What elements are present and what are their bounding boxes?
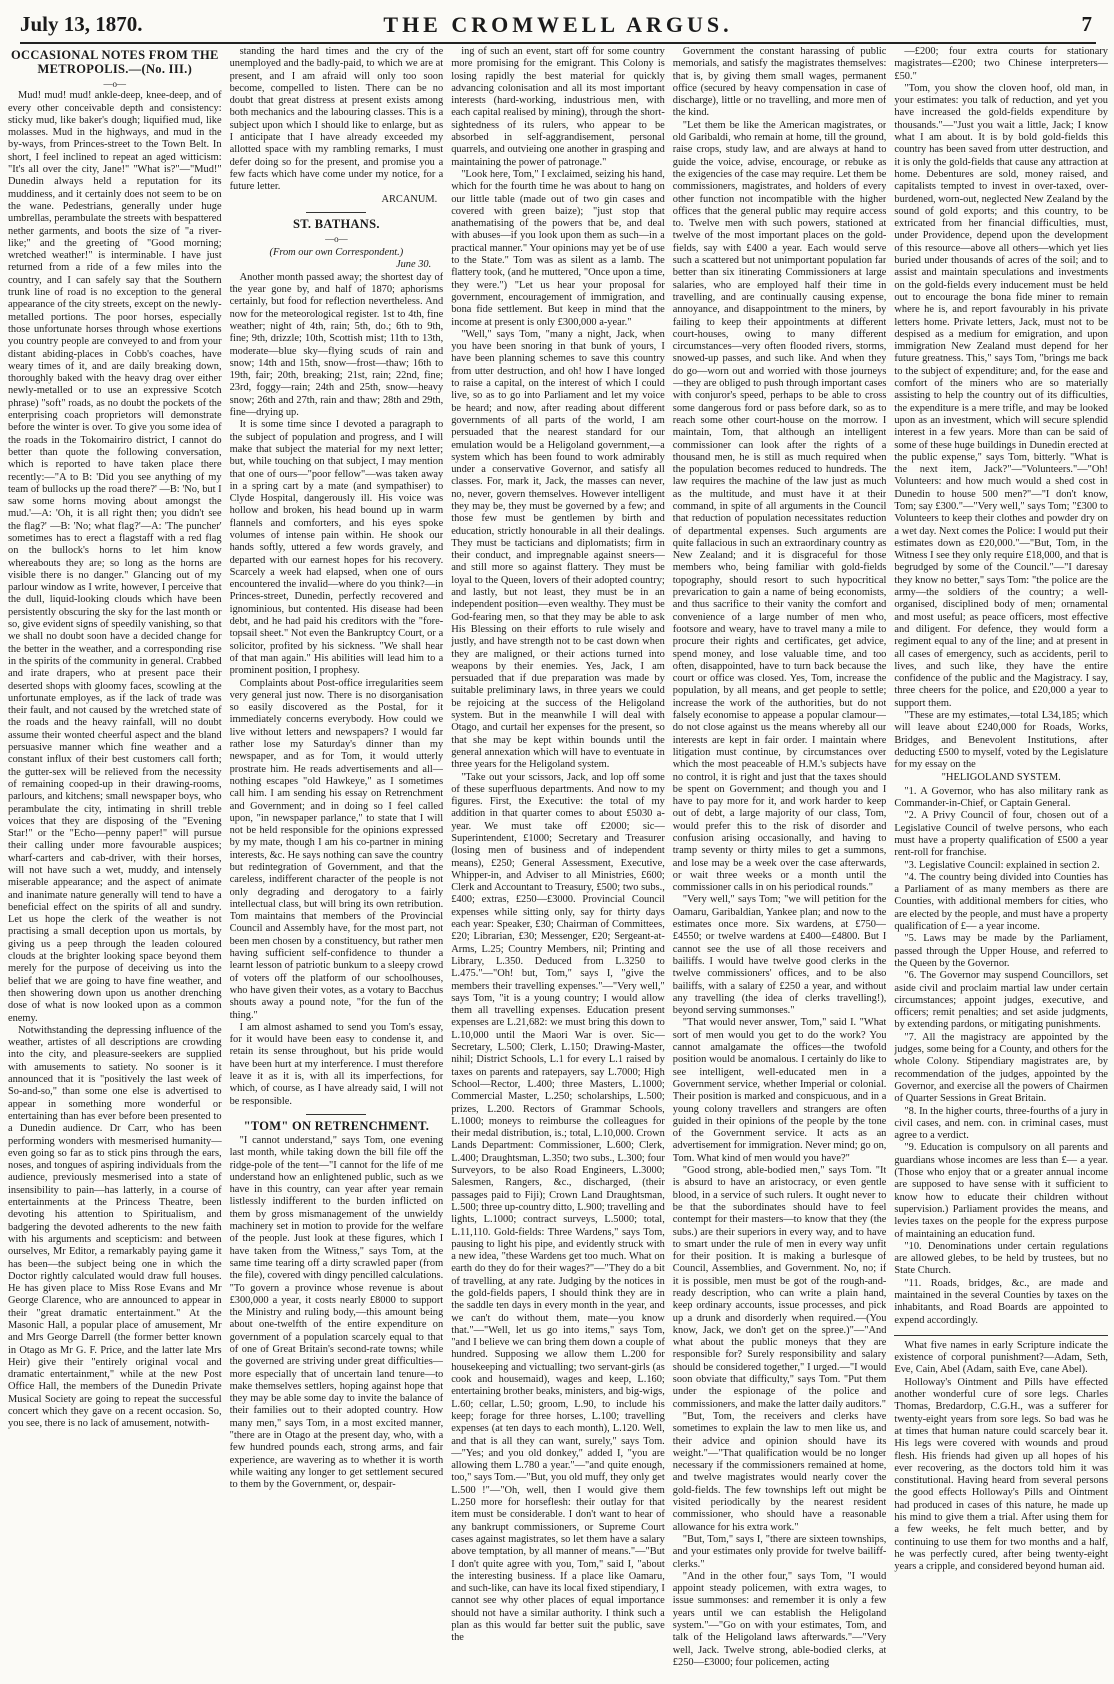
paragraph: —£200; four extra courts for stationary magistrates—£200; two Chinese interpreters—£50." [894, 46, 1108, 82]
paragraph: "Let them be like the American magistrates, or old Garibaldi, who remain at home, till the ground, raise crops, study law, and are always at hand to guide the voice, advise, encourage, or rebuke as the exigencies of the case may require. Let them be commissioners, magistrates, and holders of every other function not incompatible with the higher offices that the general public may require access to. Twelve men with such powers, stationed at twelve of the most important places on the gold-fields, say with £400 a year. Each would serve such a scattered but not unimportant population far better than six itinerating Commissioners at large salaries, who are employed half their time in travelling, and are continually causing expense, annoyance, and disappointment to the miners, by failing to keep their appointments at different court-houses, owing to many different circumstances—very often flooded rivers, storms, snowed-up passes, and such like. And when they do go—worn out and worried with those journeys—they are obliged to push through important cases with conjuror's speed, perhaps to be able to cross some dangerous ford or pass before dark, so as to reach some other court-house on the morrow. I maintain, Tom, that although an intelligent commissioner can look after the rights of a thousand men, he is still as much required when the population becomes reduced to hundreds. The law requires the machine of the law just as much as the multitude, and must have it at their command, in spite of all arguments in the Council that reduction of population necessitates reduction of departmental expenses. Such arguments are quite fallacious in such an extraordinary country as New Zealand; and it is disgraceful for those members who, being familiar with gold-fields topography, should resort to such hypocritical prevarication to gain a name of being economists, and thus sacrifice to their vanity the comfort and convenience of a large number of men who, footsore and weary, have to travel many a mile to procure their rights and certificates, get advice, spend money, and lose valuable time, and too often, disappointed, have to turn back because the court or office was closed. Yes, Tom, increase the population, by all means, and get people to settle; increase the work of the authorities, but do not falsely economise to appease a popular clamour—do not close against us the means whereby all our interests are kept in fair order. I maintain where litigation must continue, by circumstances over which the most peaceable of H.M.'s subjects have no control, it is right and just that the taxes should be spent on Government; and though you and I have to pay more for it, and work harder to keep out of debt, a large majority of our class, Tom, would prefer this to the risk of disorder and confusion arising occasionally, and having to tramp seventy or thirty miles to get a summons, and lose may be a week over the case afterwards, or wait three weeks or a month until the commissioner calls in on his periodical rounds." [672, 119, 887, 894]
column-5 [894, 46, 1108, 1680]
paragraph: standing the hard times and the cry of the unemployed and the badly-paid, to which we are at present, and I am afraid will only too soon become, compelled to listen. There can be no doubt that great distress at present exists among both mechanics and the labouring classes. This is a subject upon which I should like to enlarge, but as I anticipate that I have already exceeded my allotted space with my rambling remarks, I must defer doing so for the present, and promise you a few facts which have come under my notice, for a future letter. [229, 46, 444, 193]
paragraph: "I cannot understand," says Tom, one evening last month, while taking down the bill file off the ridge-pole of the tent—"I cannot for the life of me understand how an enlightened public, such as we have in this country, can year after year remain listlessly indifferent to the burden inflicted on them by gross mismanagement of the unwieldy machinery set in motion to provide for the welfare of the people. Just look at these figures, which I have taken from the Witness," says Tom, at the same time tearing off a dirty scrawled paper (from the file), covered with dingy pencilled calculations. "To govern a province whose revenue is about £300,000 a year, it costs nearly £8000 to support the Ministry and ruling body,—this amount being about one-twelfth of the entire expenditure on government of a population scarcely equal to that of one of Great Britain's second-rate towns; while the governed are striving under great difficulties—more especially that of uncertain land tenure—to make themselves settlers, hoping against hope that they may be able some day to invite the balance of their families out to their adopted country. How many men," says Tom, in a most excited manner, "there are in Otago at the present day, who, with a few hundred pounds each, strong arms, and fair experience, are wavering as to whether it is worth while waiting any longer to get settlement secured to them by the Government, or, despair- [229, 1134, 444, 1491]
paragraph: Government the constant harassing of public memorials, and satisfy the magistrates themselves: that is, by giving them small wages, permanent office (secured by heavy compensation in case of discharge), little or no travelling, and more men of the kind. [672, 46, 887, 119]
article-heading-retrenchment: "TOM" ON RETRENCHMENT. [243, 1118, 430, 1133]
newspaper-title: THE CROMWELL ARGUS. [383, 12, 733, 37]
paragraph: "Look here, Tom," I exclaimed, seizing his hand, which for the fourth time he was about to hang on our little table (made out of two gin cases and covered with green baize); "just stop that anathematising of the powers that be, and deal with abuses—if you look upon them as such—in a practical manner." Your opinions may yet be of use to the State." Tom was as silent as a lamb. The flattery took, (and he muttered, "Once upon a time, they were.") "Let us hear your proposal for government, encouragement of immigration, and bona fide settlement. But keep in mind that the income at present is only £300,000 a-year." [451, 168, 665, 328]
article-heading-notes: OCCASIONAL NOTES FROM THE METROPOLIS.—(No. III.) [10, 48, 219, 76]
page-number: 7 [1081, 12, 1092, 36]
paragraph: "Good strong, able-bodied men," says Tom. "It is absurd to have an aristocracy, or even gentle blood, in a service of such rulers. It ought never to be that the subordinates should have to feel contempt for their masters—to know that they (the subs.) are their superiors in every way, and to have to smart under the rule of men in every way unfit for their position. It is making a burlesque of Council, Assemblies, and Government. No, no; if it is possible, men must be got of the rough-and-ready description, who can write a plain hand, keep ordinary accounts, issue processes, and pick up a drunk and disorderly when required.—(You know, Jack, we don't get on the spree.)"—"And what about the public moneys that they are responsible for? Surely responsibility and salary should be considered together," I urged.—"I would soon obviate that difficulty," says Tom. "Put them under the espionage of the police and commissioners, and make the latter daily auditors." [672, 1165, 887, 1410]
paragraph: "Take out your scissors, Jack, and lop off some of these superfluous departments. And now to my figures. First, the Executive: the total of my addition in that quarter comes to about £5030 a-year. We must take off £2000; sic—Superintendent, £1000; Secretary and Treasurer (losing men of business and of independent means), £250; General Assessment, Executive, Whipper-in, and Adviser to all Ministries, £600; Clerk and Accountant to Treasury, £500; two subs., £400; extras, £250—£3000. Provincial Council expenses while sitting only, say for thirty days each year: Speaker, £30; Chairman of Committees, £20; Librarian, £30; Messenger, £20; Sergeant-at-Arms, L.25; Country Members, nil; Printing and Library, L.350. Deduced from L.3250 to L.475."—"Oh! but, Tom," says I, "give the members their travelling expenses."—"Very well," says Tom, "it is a young country; I would allow them all travelling expenses. Education present expenses are L.21,682: we must bring this down to L.10,000 until the Maori War is over. Sic—Secretary, L.500; Clerk, L.150; Drawing-Master, nihil; District Schools, L.1 for every L.1 raised by taxes on parents and ratepayers, say L.7000; High School—Rector, L.400; three Masters, L.1000; Commercial Master, L.250; scholarships, L.500; prizes, L.200. Rectors of Grammar Schools, L.1000; moneys to reimburse the colleagues for their medal distribution, is.; total, L.10,000. Crown Lands Department: Commissioner, L.600; Clerk, L.400; Draughtsman, L.350; two subs., L.300; four Surveyors, to be also Road Engineers, L.3000; Salesmen, Rangers, &c., discharged, (their passages paid to Fiji); Crown Land Draughtsman, L.500; three up-country ditto, L.900; travelling and lights, L.1000; contract surveys, L.5000; total, L.11,110. Gold-fields: Three Wardens," says Tom, pausing to light his pipe, and evidently struck with a new idea, "these Wardens get too much. What on earth do they do for their wages?"—"They do a bit of travelling, at any rate. Judging by the notices in the gold-fields papers, I should think they are in the saddle ten days in every month in the year, and we can't do without them, mate—you know that."—"Well, let us go into items," says Tom, "and I believe we can bring them down a couple of hundred. Supposing we allow them L.200 for housekeeping and victualling; two servant-girls (as cook and housemaid), wages and keep, L.160; entertaining brother beaks, ministers, and big-wigs, L.60; cellar, L.50; groom, L.90, to include his keep; forage for three horses, L.100; travelling expenses (at ten days to each month), L.120. Well, and that is all they can want, surely," says Tom.—"Yes; and you old donkey," added I, "you are allowing them L.780 a year."—"and quite enough, too," says Tom.—"But, you old muff, they only get L.500 !"—"Oh, well, then I would give them L.250 more for horseflesh: their outlay for that item must be considerable. I don't want to hear of any bankrupt commissioners, or Supreme Court cases against magistrates, so let them have a salary above temptation, by all manner of means."—"But I don't quite agree with you, Tom," said I, "about the interesting business. If a place like Oamaru, and such-like, can have its local fixed stipendiary, I cannot see why other places of equal importance should not have a similar authority. I think such a plan as this would far better suit the public, save the [451, 771, 665, 1644]
paragraph: "9. Education is compulsory on all parents and guardians whose incomes are less than £— a year. (Those who enjoy that or a greater annual income are supposed to have sense with it sufficient to know how to educate their children without supervision.) Parliament provides the means, and levies taxes on the people for the express purpose of maintaining an education fund. [894, 1142, 1108, 1240]
paragraph: What five names in early Scripture indicate the existence of corporal punishment?—Adam, Seth, Eve, Cain, Abel (Adam, saith Eve, cane Abel). [894, 1339, 1108, 1376]
paragraph: "2. A Privy Council of four, chosen out of a Legislative Council of twelve persons, who each must have a property qualification of £500 a year rent-roll for franchise. [894, 810, 1108, 859]
paragraph: "1. A Governor, who has also military rank as Commander-in-Chief, or Captain General. [894, 785, 1108, 810]
ornament: —o— [103, 79, 127, 89]
correspondent-line: (From our own Correspondent.) [269, 247, 404, 259]
paragraph: "Well," says Tom, "many a night, Jack, when you have been snoring in that bunk of yours, I have been planning schemes to save this country from utter destruction, and oh! how I have longed to raise a capital, on the interest of which I could live, so as to go into Parliament and let my voice be heard; and now, after reading about different governments of all parts of the world, I am persuaded that the nearest standard for our emulation would be a Heligoland government,—a system which has been found to work admirably under a conservative Governor, and satisfy all classes. For, mark it, Jack, the masses can never, no, never, govern themselves. However intelligent they may be, they must be governed by a few; and those few must be gentlemen by birth and education, strictly honourable in all their dealings. They must be tacticians and diplomatists; firm in their conduct, and impregnable against sneers—and still more so against flattery. They must be loyal to the Queen, lovers of their adopted country; and lastly, but not least, they must be in an independent position—even wealthy. They must be God-fearing men, so that they may be able to ask His Blessing on their efforts to rule wisely and justly, and have strength not to be cast down when they are maligned, or their actions turned into weapons by their enemies. Yes, Jack, I am persuaded that if due preparation was made by suitable preliminary laws, in three years we could be rejoicing at the success of the Heligoland system. But in the meanwhile I will deal with Otago, and curtail her expenses for the present, so that she may be kept within bounds until the general annexation which will have to eventuate in three years for the Heligoland system. [451, 328, 665, 771]
paragraph: Mud! mud! mud! ankle-deep, knee-deep, and of every other conceivable depth and consistency: sticky mud, like baker's dough; liquified mud, like molasses. Mud in the highways, and mud in the by-ways, from Princes-street to the Town Belt. In short, I feel inclined to repeat an aged witticism: "It's all over the city, Jane!" "What is?"—"Mud!" Dunedin always held a reputation for its muddiness, and it certainly does not seem to be on the wane. Pedestrians, generally under huge umbrellas, perambulate the streets with bespattered nether garments, and boots the size of "a river-like;" and the greeting of "Good morning; wretched weather!" is interminable. I have just returned from a ride of a few miles into the country, and I can safely say that the Southern trunk line of road is no exception to the general appearance of the city streets, except on the newly-metalled portions. The poor horses, especially those unfortunate horses through whose exertions you country people are conveyed to and from your distant abiding-places in Cobb's coaches, have weary times of it, and are daily breaking down, thoroughly baked with the heavy drag over either newly-metalled or to use an expressive Scotch phrase) "soft" roads, as no doubt the pockets of the enterprising coach proprietors will demonstrate before the winter is over. To give you some idea of the roads in the Tokomairiro district, I cannot do better than quote the following conversation, which is reported to have taken place there recently:—"A to B: 'Did you see anything of my team of bullocks up the road there?' —B: 'No, but I saw some horns moving about amongst the mud.'—A: 'Oh, it is all right then; you didn't see the flag?' —B: 'No; what flag?'—A: 'The puncher' sometimes has to erect a flagstaff with a red flag on the bullock's horns to let him know whereabouts they are; so long as the horns are visible there is no danger." Glancing out of my parlour window as I write, however, I perceive that the dull, liquid-looking clouds which have been persistently obscuring the sky for the last month or so, give evident signs of speedily vanishing, so that we shall no doubt soon have a decided change for the better in the weather, and a corresponding rise in the spirits of the community in general. Crabbed and irate drapers, who at present pace their deserted shops with gloomy faces, scowling at the unfortunate employes, as if the lack of trade was their fault, and not caused by the wretched state of the roads and the heavy rainfall, will no doubt assume their wonted cheerful aspect and the bland persuasive manner which fine weather and a constant influx of their best customers call forth; the gutter-sex will be relieved from the necessity of remaining cooped-up in their drawing-rooms, parlours, and kitchens; small newspaper boys, who perambulate the city, intimating in shrill treble voices that they are disposing of the "Evening Star!" or the "Echo—penny paper!" will pursue their calling under more favourable auspices; wharf-carters and cab-driver, with their horses, will not have such a wet, muddy, and intensely miserable appearance; and the aspect of animate and inanimate nature generally will tend to have a beneficial effect on the spirits of all and sundry. Let us hope the clerk of the weather is not practising a small deception upon us mortals, by giving us a peep through the leaden coloured clouds at the brighter looking space beyond them merely for the purpose of deceiving us into the belief that we are going to have fine weather, and then showering down upon us another drenching dose of what is now looked upon as a common enemy. [8, 90, 222, 1024]
paragraph: "5. Laws may be made by the Parliament, passed through the Upper House, and referred to the Queen by the Governor. [894, 933, 1108, 969]
dateline: June 30. [395, 259, 432, 271]
paragraph: Holloway's Ointment and Pills have effected another wonderful cure of sore legs. Charles Thomas, Bredardorp, C.G.H., was a sufferer for twenty-eight years from sore legs. So bad was he at times that human nature could scarcely bear it. His legs were covered with wounds and proud flesh. His friends had given up all hopes of his ever recovering, as the doctors told him it was constitutional. Having heard from several persons the good effects Holloway's Pills and Ointment had produced in cases of this nature, he made up his mind to give them a trial. After using them for a few weeks, he felt much better, and by continuing to use them for two months and a half, he was perfectly cured, after being twenty-eight years a cripple, and considered beyond human aid. [894, 1376, 1108, 1573]
signature: ARCANUM. [381, 193, 438, 205]
masthead [20, 8, 1096, 44]
paragraph: "Tom, you show the cloven hoof, old man, in your estimates: you talk of reduction, and yet you have increased the gold-fields expenditure by thousands."—"Just you wait a little, Jack; I know what I am about. It is by bold gold-fields this country has been saved from utter destruction, and it is only the gold-fields that cause any attraction at home. Debentures are sold, money raised, and capitalists tempted to invest in over-taxed, over-burdened, worn-out, neglected New Zealand by the sound of gold exports; and this country, to be extricated from her financial difficulties, must, under Providence, depend upon the development of this resource—above all others—which yet lies buried under thousands of acres of the soil; and to assist and maintain speculations and investments on the gold-fields every inducement must be held out to encourage the bona fide miner to remain where he is, and report favourably in his private letters home. Private letters, Jack, must not to be despised as a medium for emigration, and upon immigration New Zealand must depend for her future greatness. This," says Tom, "brings me back to the subject of expenditure; and, for the ease and comfort of the miners who are so materially assisting to help the country out of its difficulties, the expenditure is a mere trifle, and may be looked upon as an investment, which will secure splendid interest in a few years. More than can be said of some of these huge buildings in Dunedin erected at the public expense," says Tom, bitterly. "What is the next item, Jack?"—"Volunteers."—"Oh! Volunteers: and how much would a shed cost in Dunedin to house 500 men?"—"I don't know, Tom; say £300."—"Very well," says Tom; "£300 to Volunteers to keep their clothes and powder dry on a wet day. Next comes the Police: I would put their estimates down as £20,000."—"But, Tom, in the Witness I see they only require £18,000, and that is begrudged by some of the Council."—"I daresay they know no better," says Tom: "the police are the army—the soldiers of the country; a well-organised, disciplined body of men; ornamental and most useful; as peace officers, most effective and diligent. For defence, they would form a regiment equal to any of the line; and at present in all cases of emergency, such as accidents, peril to lives, and such like, they have the entire confidence of the public and the Magistracy. I say, three cheers for the police, and £20,000 a year to support them. [894, 82, 1108, 709]
paragraph: "7. All the magistracy are appointed by the judges, some being for a County, and others for the whole Colony. Stipendiary magistrates are, by recommendation of the judges, appointed by the Governor, and exercise all the powers of Chairmen of Quarter Sessions in Great Britain. [894, 1031, 1108, 1105]
paragraph: Another month passed away; the shortest day of the year gone by, and half of 1870; aphorisms certainly, but food for reflection nevertheless. And now for the meteorological register. 1st to 4th, fine weather; night of 4th, rain; 5th, do.; 6th to 9th, fine; 9th, drizzle; 10th, Scottish mist; 11th to 13th, moderate—blue sky—flying scuds of rain and snow; 14th and 15th, snow—frost—thaw; 16th to 19th, fair; 20th, breaking; 21st, rain; 22nd, fine; 23rd, foggy—rain; 24th and 25th, snow—heavy snow; 26th and 27th, rain and thaw; 28th and 29th, fine—drying up. [229, 271, 444, 419]
paragraph: "But, Tom," says I, "there are sixteen townships, and your estimates only provide for twelve bailiff-clerks." [672, 1533, 887, 1570]
paragraph: It is some time since I devoted a paragraph to the subject of population and progress, and I will make that subject the material for my next letter; but, while touching on that subject, I may mention that one of ours—"poor fellow"—was taken away in a spring cart by a mate (and sympathiser) to Clyde Hospital, dangerously ill. His voice was hollow and broken, his head bound up in warm flannels and comforters, and his eyes spoke volumes of intense pain within. He shook our hands softly, uttered a few words gravely, and departed with our earnest hopes for his recovery. Scarcely a week had elapsed, when one of ours encountered the invalid—where do you think?—in Princes-street, Dunedin, perfectly recovered and ignominious, but contented. His disease had been debt, and he had paid his creditors with the "fore-topsail sheet." Not even the Bankruptcy Court, or a solicitor, profited by his sickness. "We shall hear of that man again." His abilities will lead him to a prominent position, I prophesy. [229, 419, 444, 677]
paragraph: "But, Tom, the receivers and clerks have sometimes to explain the law to men like us, and their advice and opinion should have its weight."—"That qualification would be no longer necessary if the commissioners remained at home, and twelve magistrates would nearly cover the gold-fields. The few townships left out might be visited periodically by the nearest resident commissioner, who should have a reasonable allowance for his extra work." [672, 1410, 887, 1533]
paragraph: "4. The country being divided into Counties has a Parliament of as many members as there are Counties, with additional members for cities, who are elected by the people, and must have a property qualification of £— a year income. [894, 871, 1108, 933]
divider [306, 1114, 366, 1115]
paragraph: "And in the other four," says Tom, "I would appoint steady policemen, with extra wages, to issue summonses: and remember it is only a few years until we can establish the Heligoland system."—"Go on with your estimates, Tom, and talk of the Heligoland laws afterwards."—"Very well, Jack. Twelve strong, able-bodied clerks, at £250—£3000; four policemen, acting [672, 1570, 887, 1668]
column-2 [230, 46, 444, 1680]
column-3 [451, 46, 665, 1680]
paragraph: "Very well," says Tom; "we will petition for the Oamaru, Garibaldian, Yankee plan; and now to the estimates once more. Six wardens, at £750—£4550; or twelve wardens at £400—£4800. But I cannot see the use of all those receivers and bailiffs. I would have twelve good clerks in the twelve commissioners' offices, and to be also bailiffs, with a salary of £250 a year, and without any travelling (the idea of clerks travelling!), beyond serving summonses." [672, 894, 887, 1017]
paragraph: ing of such an event, start off for some country more promising for the emigrant. This Colony is losing rapidly the best material for quickly advancing colonisation and all its most important interests (hard-working, industrious men, with each capital realised by mining), through the short-sightedness of its rulers, who appear to be absorbed in self-aggrandisement, personal quarrels, and outvieing one another in grasping and maintaining the power of patronage." [451, 46, 665, 168]
paragraph: "6. The Governor may suspend Councillors, set aside civil and proclaim martial law under certain circumstances; appoint judges, executive, and officers; remit penalties; and set aside judgments, by extending pardons, or mitigating punishments. [894, 970, 1108, 1031]
column-4 [673, 46, 887, 1680]
column-1 [8, 46, 222, 1680]
divider [894, 1335, 1108, 1336]
paragraph: Complaints about Post-office irregularities seem very general just now. There is no disorganisation so easily discovered as the Postal, for it immediately concerns everybody. How could we live without letters and newspapers? I would far rather lose my Saturday's dinner than my newspaper, and as for Tom, it would utterly prostrate him. He reads advertisements and all—nothing escapes "old Hawkeye," as I sometimes call him. I am sending his essay on Retrenchment and Government; and in doing so I feel called upon, "in newspaper parlance," to state that I will not be held responsible for the opinions expressed by my mate, though I am his co-partner in mining interests, &c. He says nothing can save the country but redintegration of Government, and that the careless, indifferent character of the people is not only degrading and derogatory to a fairly intellectual class, but will bring its own retribution. Tom maintains that members of the Provincial Council and Assembly have, for the most part, not been men chosen by a constituency, but rather men having sufficient self-confidence to thunder a learnt lesson of patriotic bunkum to a sleepy crowd of voters off the platform of our schoolhouses, who have given their votes, as a votary to Bacchus shouts away a pound note, "for the fun of the thing." [229, 677, 444, 1021]
paragraph: "8. In the higher courts, three-fourths of a jury in civil cases, and nem. con. in criminal cases, must agree to a verdict. [894, 1105, 1108, 1142]
paragraph: "3. Legislative Council: explained in section 2. [904, 859, 1100, 871]
ornament: —o— [325, 233, 348, 244]
columns [8, 46, 1108, 1680]
paragraph: "That would never answer, Tom," said I. "What sort of men would you get to do the work? You cannot amalgamate the offices—the twofold position would be anomalous. I certainly do like to see intelligent, well-educated men in a Government service, whether Imperial or colonial. Their position is marked and conspicuous, and in a young colony travellers and strangers are often guided in their opinions of the people by the tone of the Government service. It acts as an advertisement for immigration. Never mind; go on, Tom. What kind of men would you have?" [672, 1017, 887, 1164]
article-heading-st-bathans: ST. BATHANS. [292, 216, 380, 231]
paragraph: "10. Denominations under certain regulations are allowed glebes, to be held by trustees, but no State Church. [894, 1240, 1108, 1277]
paragraph: I am almost ashamed to send you Tom's essay, for it would have been easy to condense it, and retain its sense throughout, but his pride would have been hurt at my interference. I must therefore leave it as it is, with all its imperfections, for which, of course, as I have already said, I will not be responsible. [229, 1021, 444, 1107]
paragraph: "These are my estimates,—total L34,185; which will leave about £240,000 for Roads, Works, Bridges, and Benevolent Institutions, after deducting £500 to myself, voted by the Legislature for my essay on the [894, 710, 1108, 771]
heligoland-heading: "HELIGOLAND SYSTEM. [941, 771, 1061, 783]
divider [306, 212, 366, 213]
paragraph: Notwithstanding the depressing influence of the weather, artistes of all descriptions are crowding into the city, and pleasure-seekers are supplied with amusements to satiety. No sooner is it announced that it is "positively the last week of So-and-so," than some one else is advertised to appear in something more wonderful or entertaining than has ever before been presented to a Dunedin audience. Dr Carr, who has been performing wonders with mesmerised humanity—even going so far as to stick pins through the ears, noses, and tongues of aspiring individuals from the audience, previously mesmerised into a state of insensibility to pain—has latterly, in a course of entertainments at the Princess Theatre, been devoting his attention to Spiritualism, and badgering the devoted adherents to the new faith with his arguments and scepticism: and between ourselves, Mr Editor, a remarkably paying game it has been—the subject being one in which the Doctor rightly calculated would draw full houses. He has given place to Miss Rose Evans and Mr George Clarence, who are announced to appear in their "great dramatic entertainment." At the Masonic Hall, a popular place of amusement, Mr and Mrs George Darrell (the former better known in Otago as Mr G. F. Price, and the latter late Mrs Heir) give their "entirely original vocal and dramatic entertainment," while at the new Post Office Hall, the members of the Dunedin Private Musical Society are going to repeat the successful concert which they gave on a recent occasion. So, you see, there is no lack of amusement, notwith- [8, 1024, 222, 1430]
paragraph: "11. Roads, bridges, &c., are made and maintained in the several Counties by taxes on the inhabitants, and Road Boards are appointed to expend accordingly. [894, 1277, 1108, 1326]
issue-date: July 13, 1870. [20, 12, 143, 36]
